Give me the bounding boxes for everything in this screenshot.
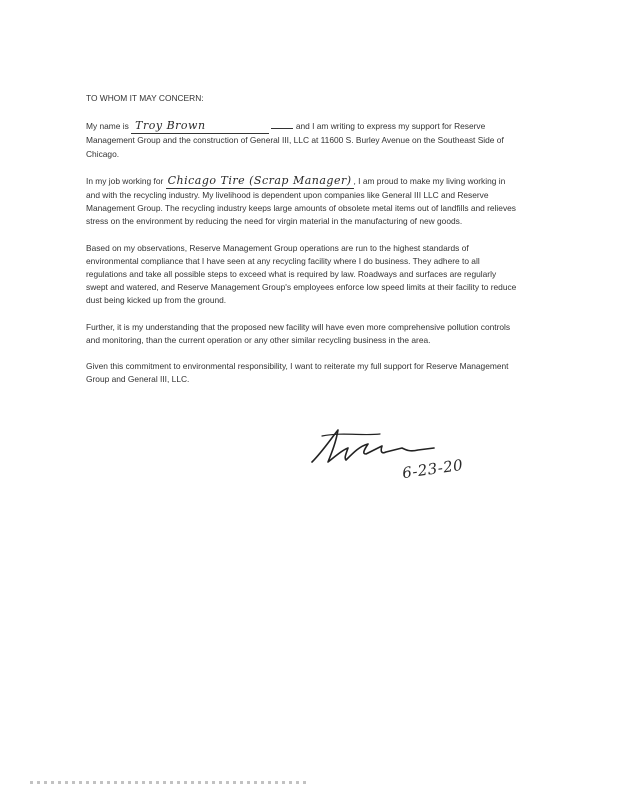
signature-flourish	[322, 434, 380, 436]
job-rest: , I am proud to make my living working in and with the recycling industry. My livelihood is dependent upon companies like General III LLC and Reserve Management Group. The recycling industry keeps large amounts of obsolete metal items out of landfills and relieves stress on the environment by reducing the need for virgin material in the manufacturing of new goods.	[86, 175, 516, 227]
handwritten-name: Troy Brown	[135, 119, 206, 133]
signature-date: 6-23-20	[401, 455, 465, 483]
name-lead: My name is	[86, 121, 129, 132]
letter-body	[86, 92, 518, 399]
salutation: TO WHOM IT MAY CONCERN:	[86, 93, 204, 103]
paragraph-support	[86, 118, 518, 161]
job-lead: In my job working for	[86, 175, 164, 186]
paragraph-job	[86, 174, 518, 229]
handwritten-employer: Chicago Tire (Scrap Manager)	[167, 173, 352, 187]
name-rest: and I am writing to express my support for Reserve Management Group and the construction of General III, LLC at 11600 S. Burley Avenue on the Southeast Side of Chicago.	[86, 121, 504, 159]
name-field	[131, 119, 269, 134]
blank-line	[271, 118, 293, 129]
paragraph-observations: Based on my observations, Reserve Management Group operations are run to the highest standards of environmental compliance that I have seen at any recycling facility where I do business. They adhere to all regulations and take all possible steps to exceed what is required by law. Roadways and surfaces are regularly swept and watered, and Reserve Management Group's employees enforce low speed limits at their facility to reduce dust being kicked up from the ground.	[86, 242, 517, 306]
paragraph-commitment: Given this commitment to environmental responsibility, I want to reiterate my full support for Reserve Management Group and General III, LLC.	[86, 361, 509, 385]
employer-field	[166, 174, 354, 189]
paragraph-understanding: Further, it is my understanding that the proposed new facility will have even more comprehensive pollution controls and monitoring, than the current operation or any other similar recycling business in the area.	[86, 321, 511, 345]
scan-artifact	[30, 781, 310, 784]
